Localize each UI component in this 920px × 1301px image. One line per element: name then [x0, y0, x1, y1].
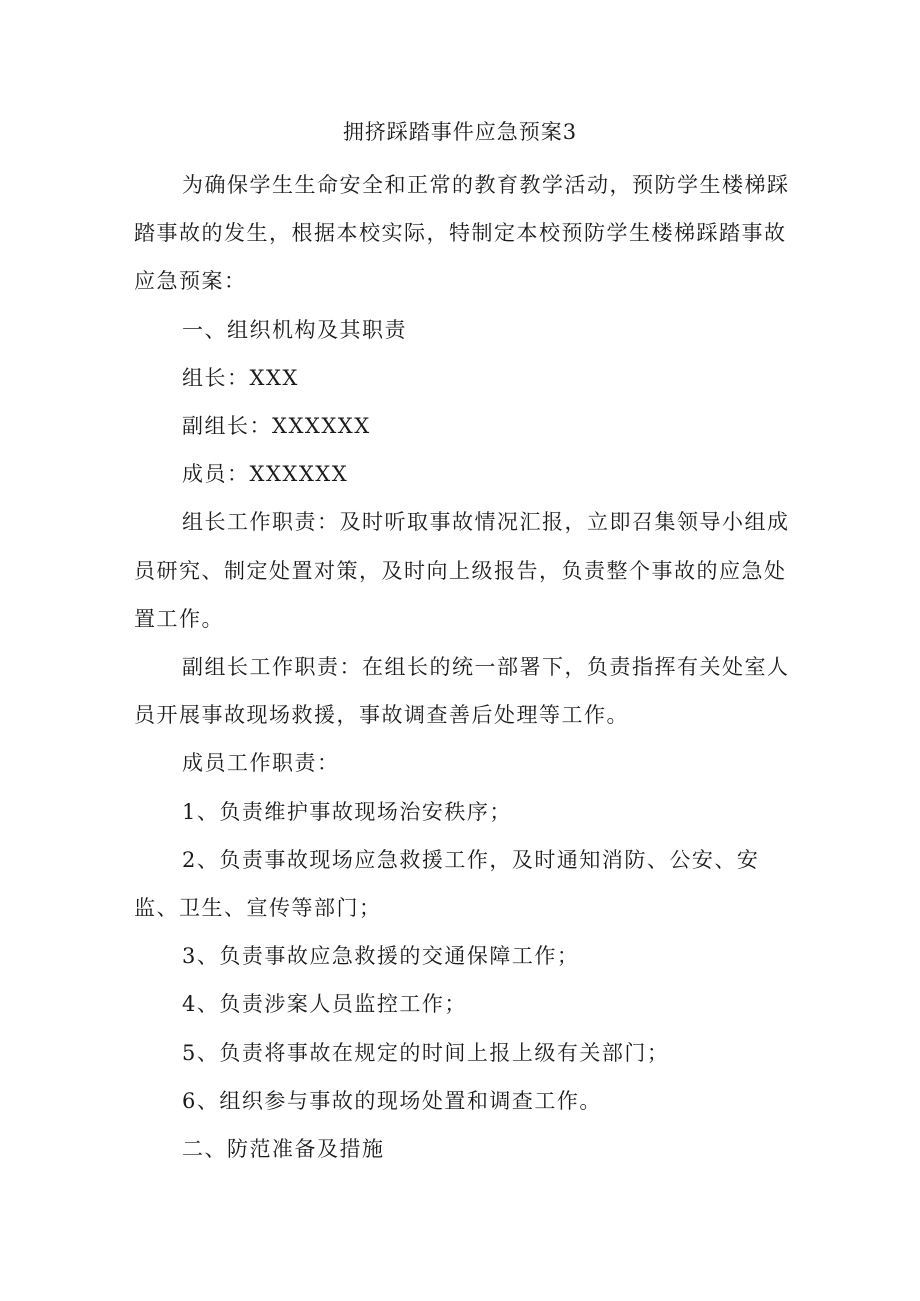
- paragraph-leader-duties: 组长工作职责：及时听取事故情况汇报，立即召集领导小组成员研究、制定处置对策，及时向上级报告，负责整个事故的应急处置工作。: [134, 510, 790, 631]
- paragraph-deputy-duties: 副组长工作职责：在组长的统一部署下，负责指挥有关处室人员开展事故现场救援，事故调查善后处理等工作。: [134, 655, 790, 728]
- document-title: 拥挤踩踏事件应急预案3: [342, 120, 578, 144]
- section-heading-prevention: 二、防范准备及措施: [182, 1137, 385, 1162]
- document-body: [134, 161, 794, 1173]
- list-item: 1、负责维护事故现场治安秩序；: [182, 799, 512, 824]
- section-heading-organization: 一、组织机构及其职责: [182, 317, 407, 342]
- paragraph-intro: 为确保学生生命安全和正常的教育教学活动，预防学生楼梯踩踏事故的发生，根据本校实际，特制定本校预防学生楼梯踩踏事故应急预案：: [134, 173, 790, 294]
- list-item: 3、负责事故应急救援的交通保障工作；: [182, 944, 580, 969]
- paragraph-member-duties: 成员工作职责：: [182, 751, 340, 776]
- list-item: 2、负责事故现场应急救援工作，及时通知消防、公安、安监、卫生、宣传等部门；: [134, 847, 760, 921]
- list-item: 6、组织参与事故的现场处置和调查工作。: [182, 1088, 602, 1113]
- paragraph-members: 成员：XXXXXX: [182, 462, 349, 487]
- list-item: 4、负责涉案人员监控工作；: [182, 992, 467, 1017]
- list-item: 5、负责将事故在规定的时间上报上级有关部门；: [182, 1040, 670, 1065]
- paragraph-deputy-leader: 副组长：XXXXXX: [182, 414, 371, 439]
- paragraph-leader: 组长：XXX: [182, 365, 299, 390]
